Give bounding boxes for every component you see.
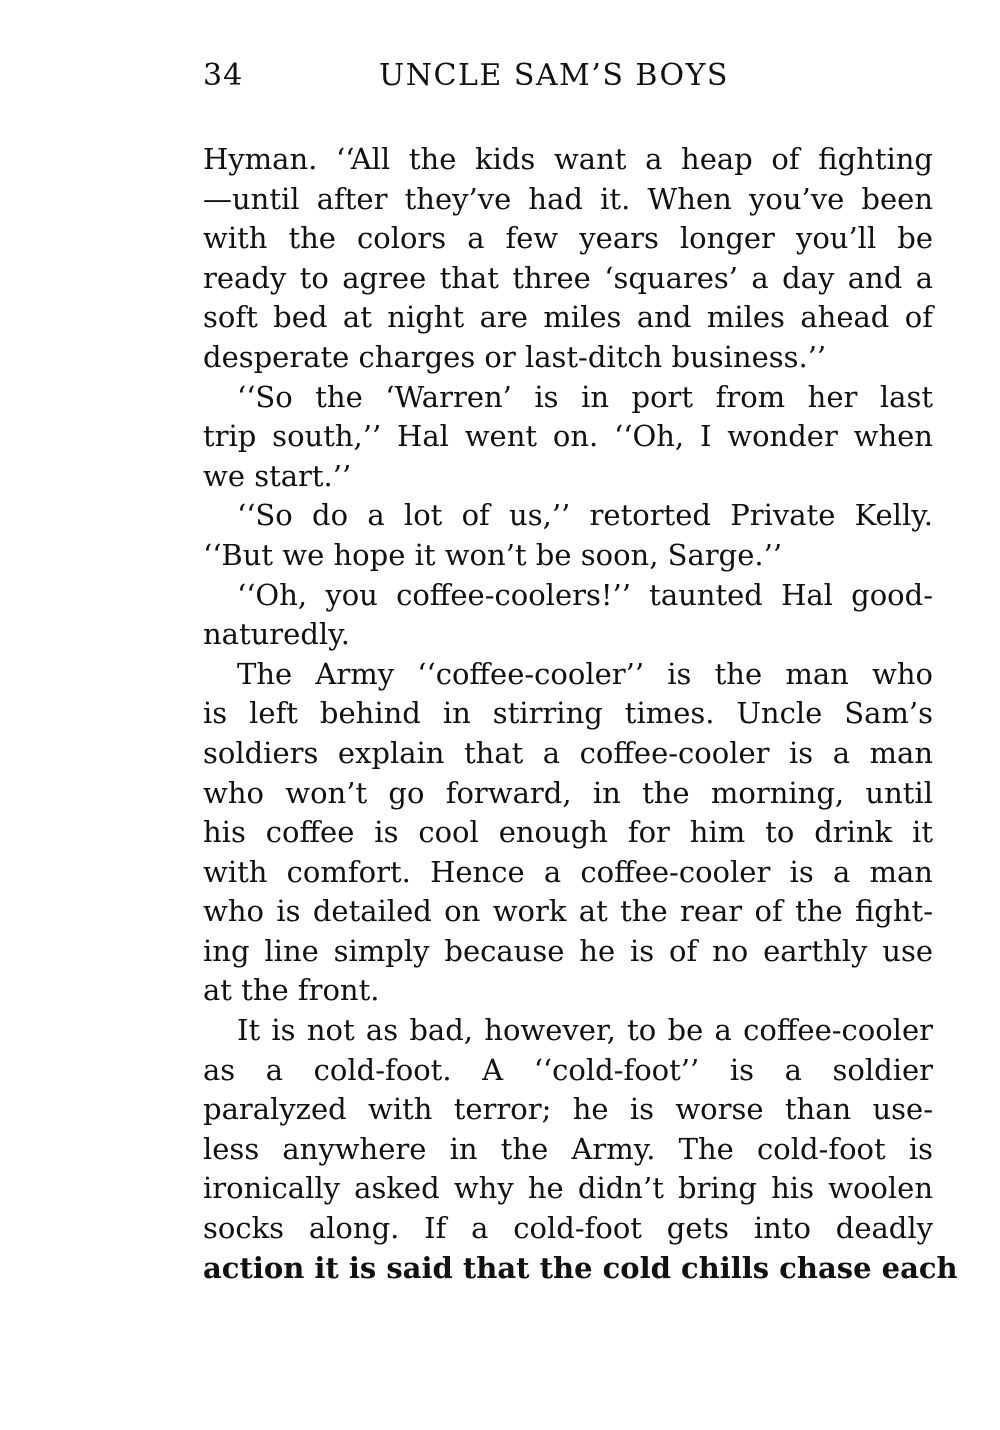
text-line: as a cold-foot. A ‘‘cold-foot’’ is a soldier (203, 1052, 933, 1087)
text-line: ing line simply because he is of no earthly use (203, 933, 933, 968)
text-line: who is detailed on work at the rear of the fight- (203, 894, 933, 929)
text-line: naturedly. (203, 617, 350, 652)
text-line: we start.’’ (203, 458, 352, 493)
text-line: ‘‘So the ‘Warren’ is in port from her last (237, 379, 933, 414)
text-line: desperate charges or last-ditch business.’’ (203, 339, 827, 374)
text-line: with the colors a few years longer you’ll be (203, 221, 933, 256)
text-line: is left behind in stirring times. Uncle Sam’s (203, 696, 933, 731)
text-line: soft bed at night are miles and miles ahead of (203, 300, 933, 335)
text-line: less anywhere in the Army. The cold-foot is (203, 1131, 933, 1166)
text-line: ‘‘So do a lot of us,’’ retorted Private Kelly. (237, 498, 933, 533)
text-line: It is not as bad, however, to be a coffee-cooler (237, 1013, 933, 1048)
text-line: ‘‘Oh, you coffee-coolers!’’ taunted Hal good- (237, 577, 933, 612)
text-line: action it is said that the cold chills chase each (203, 1250, 958, 1285)
text-line: —until after they’ve had it. When you’ve been (203, 181, 933, 216)
text-line: with comfort. Hence a coffee-cooler is a man (203, 854, 933, 889)
text-line: his coffee is cool enough for him to drink it (203, 815, 933, 850)
text-line: Hyman. ‘‘All the kids want a heap of fighting (203, 142, 933, 176)
page-number: 34 (203, 58, 244, 93)
text-line: The Army ‘‘coffee-cooler’’ is the man who (237, 656, 933, 691)
body-text (203, 140, 958, 1288)
text-line: paralyzed with terror; he is worse than use- (203, 1092, 933, 1127)
text-line: trip south,’’ Hal went on. ‘‘Oh, I wonder when (203, 419, 933, 454)
text-line: socks along. If a cold-foot gets into deadly (203, 1211, 933, 1246)
text-line: at the front. (203, 973, 380, 1008)
running-title: UNCLE SAM’S BOYS (379, 58, 729, 93)
text-line: soldiers explain that a coffee-cooler is a man (203, 735, 933, 770)
text-line: ‘‘But we hope it won’t be soon, Sarge.’’ (203, 537, 783, 572)
text-line: ironically asked why he didn’t bring his woolen (203, 1171, 933, 1206)
page-header (203, 58, 763, 98)
text-line: who won’t go forward, in the morning, until (203, 775, 933, 810)
text-line: ready to agree that three ‘squares’ a day and a (203, 260, 933, 295)
